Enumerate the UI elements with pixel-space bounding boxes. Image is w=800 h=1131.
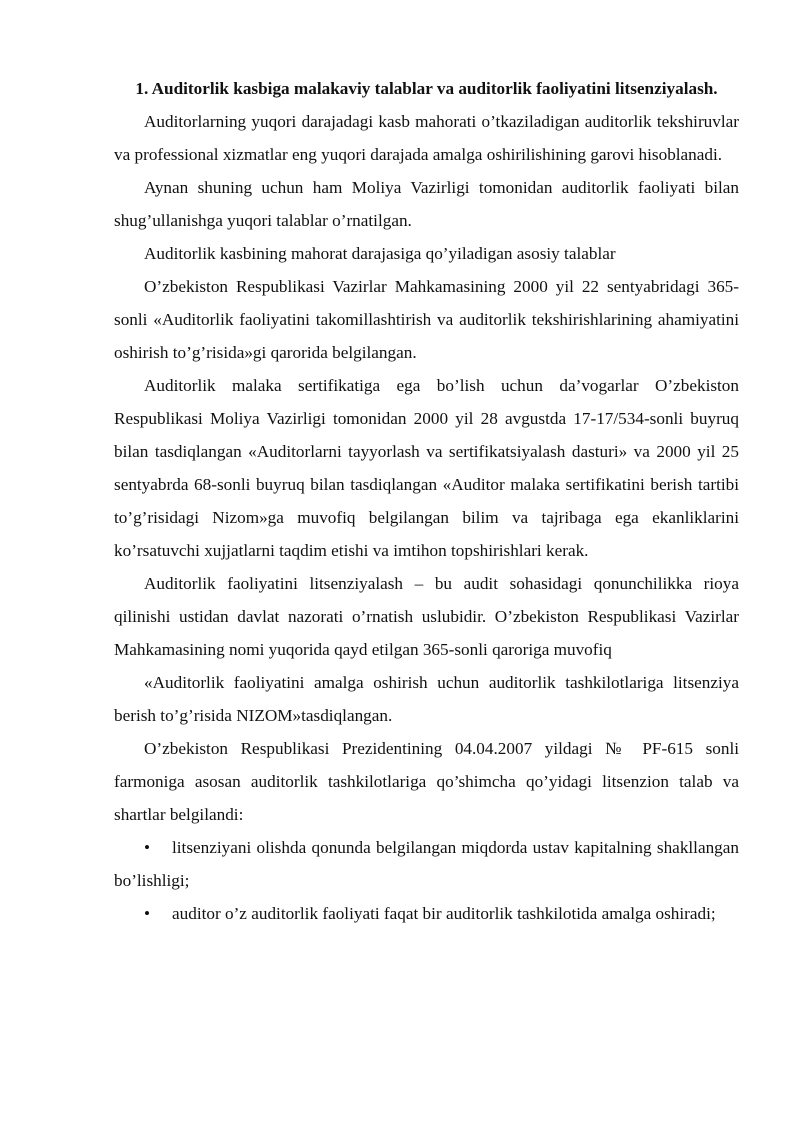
paragraph: Auditorlik faoliyatini litsenziyalash – bu audit sohasidagi qonunchilikka rioya qilinishi ustidan davlat nazorati o’rnatish uslubidir. O’zbekiston Respublikasi Vazirlar Mahkamasining nomi yuqorida qayd etilgan 365-sonli qaroriga muvofiq bbox=[114, 574, 739, 659]
bullet-item bbox=[114, 897, 739, 930]
paragraph: O’zbekiston Respublikasi Prezidentining 04.04.2007 yildagi № PF-615 sonli farmoniga asosan auditorlik tashkilotlariga qo’shimcha qo’yidagi litsenzion talab va shartlar belgilandi: bbox=[114, 739, 739, 824]
paragraph: Auditorlarning yuqori darajadagi kasb mahorati o’tkaziladigan auditorlik tekshiruvlar va professional xizmatlar eng yuqori darajada amalga oshirilishining garovi hisoblanadi. bbox=[114, 112, 739, 164]
bullet-icon: • bbox=[144, 904, 151, 923]
paragraph: Aynan shuning uchun ham Moliya Vazirligi tomonidan auditorlik faoliyati bilan shug’ullanishga yuqori talablar o’rnatilgan. bbox=[114, 178, 739, 230]
document-body bbox=[114, 72, 739, 930]
paragraph: «Auditorlik faoliyatini amalga oshirish uchun auditorlik tashkilotlariga litsenziya berish to’g’risida NIZOM»tasdiqlangan. bbox=[114, 673, 739, 725]
bullet-text: litsenziyani olishda qonunda belgilangan miqdorda ustav kapitalning shakllangan bo’lishligi; bbox=[114, 838, 739, 890]
paragraph: O’zbekiston Respublikasi Vazirlar Mahkamasining 2000 yil 22 sentyabridagi 365-sonli «Auditorlik faoliyatini takomillashtirish va auditorlik tekshirishlarining ahamiyatini oshirish to’g’risida»gi qarorida belgilangan. bbox=[114, 277, 739, 362]
bullet-text: auditor o’z auditorlik faoliyati faqat bir auditorlik tashkilotida amalga oshiradi; bbox=[172, 904, 716, 923]
paragraph: Auditorlik malaka sertifikatiga ega bo’lish uchun da’vogarlar O’zbekiston Respublikasi Moliya Vazirligi tomonidan 2000 yil 28 avgustda 17-17/534-sonli buyruq bilan tasdiqlangan «Auditorlarni tayyorlash va sertifikatsiyalash dasturi» va 2000 yil 25 sentyabrda 68-sonli buyruq bilan tasdiqlangan «Auditor malaka sertifikatini berish tartibi to’g’risidagi Nizom»ga muvofiq belgilangan bilim va tajribaga ega ekanliklarini ko’rsatuvchi xujjatlarni taqdim etishi va imtihon topshirishlari kerak. bbox=[114, 376, 739, 560]
section-title: 1. Auditorlik kasbiga malakaviy talablar va auditorlik faoliyatini litsenziyalash. bbox=[135, 79, 718, 98]
bullet-icon: • bbox=[144, 838, 151, 857]
paragraph: Auditorlik kasbining mahorat darajasiga qo’yiladigan asosiy talablar bbox=[144, 244, 616, 263]
bullet-item bbox=[114, 831, 739, 897]
